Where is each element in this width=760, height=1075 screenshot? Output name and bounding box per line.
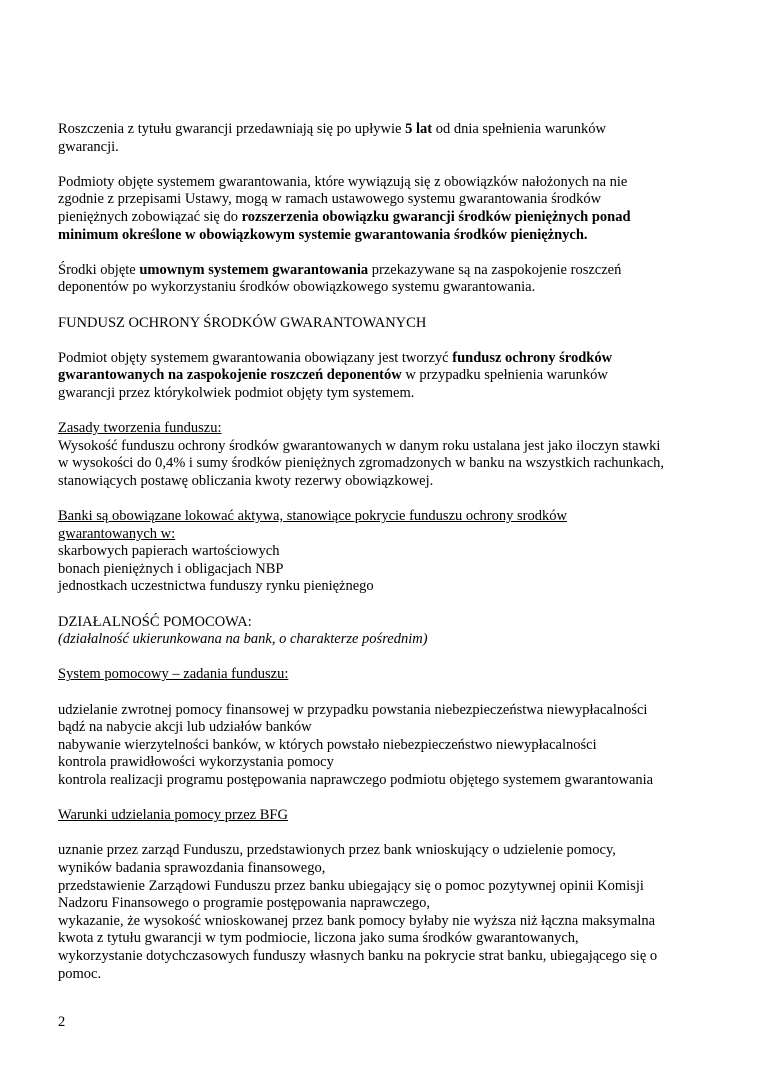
paragraph-entities: Podmioty objęte systemem gwarantowania, które wywiązują się z obowiązków nałożonych na nie zgodnie z przepisami Ustawy, mogą w ramach ustawowego systemu gwarantowania środków pieniężnych zobowiązać się do rozszerzenia obowiązku gwarancji środków pieniężnych ponad minimum określone w obowiązkowym systemie gwarantowania środków pieniężnych. — [58, 173, 631, 243]
section-heading-fund: FUNDUSZ OCHRONY ŚRODKÓW GWARANTOWANYCH — [58, 314, 427, 331]
list-item: bądź na nabycie akcji lub udziałów banków — [58, 719, 312, 736]
conditions-title: Warunki udzielania pomocy przez BFG — [58, 807, 288, 824]
list-item: jednostkach uczestnictwa funduszy rynku pieniężnego — [58, 578, 374, 595]
paragraph-investments: Banki są obowiązane lokować aktywa, stanowiące pokrycie funduszu ochrony srodków gwarantowanych w: skarbowych papierach wartościowych bonach pieniężnych i obligacjach NBP jednostkach uczestnictwa funduszy rynku pieniężnego — [58, 508, 567, 595]
paragraph-fund-rules: Zasady tworzenia funduszu: Wysokość funduszu ochrony środków gwarantowanych w danym roku ustalana jest jako iloczyn stawki w wysokości do 0,4% i sumy środków pieniężnych zgromadzonych w banku na wszystkich rachunkach, stanowiących postawę obliczania kwoty rezerwy obowiązkowej. — [58, 420, 665, 489]
conditions-list — [58, 842, 708, 983]
paragraph-claims: Roszczenia z tytułu gwarancji przedawniają się po upływie 5 lat od dnia spełnienia warunków gwarancji. — [58, 121, 607, 155]
page-number: 2 — [58, 1014, 66, 1030]
list-item: kontrola prawidłowości wykorzystania pomocy — [58, 754, 334, 771]
paragraph-contractual: Środki objęte umownym systemem gwarantowania przekazywane są na zaspokojenie roszczeń deponentów po wykorzystaniu środków obowiązkowego systemu gwarantowania. — [58, 261, 622, 296]
list-item: bonach pieniężnych i obligacjach NBP — [58, 560, 284, 577]
list-item: kontrola realizacji programu postępowania naprawczego podmiotu objętego systemem gwarantowania — [58, 771, 654, 788]
list-item: udzielanie zwrotnej pomocy finansowej w przypadku powstania niebezpieczeństwa niewypłacalności — [58, 701, 648, 718]
list-item: nabywanie wierzytelności banków, w których powstało niebezpieczeństwo niewypłacalności — [58, 736, 597, 753]
rules-title: Zasady tworzenia funduszu: — [58, 420, 222, 437]
list-item: kwota z tytułu gwarancji w tym podmiocie, liczona jako suma środków gwarantowanych, — [58, 930, 579, 947]
list-item: przedstawienie Zarządowi Funduszu przez banku ubiegający się o pomoc pozytywnej opinii Komisji — [58, 877, 644, 894]
section-heading-aid: DZIAŁALNOŚĆ POMOCOWA: (działalność ukierunkowana na bank, o charakterze pośrednim) — [58, 613, 428, 648]
list-item: wyników badania sprawozdania finansowego, — [58, 859, 326, 876]
support-title: System pomocowy – zadania funduszu: — [58, 666, 289, 683]
aid-subheading: (działalność ukierunkowana na bank, o charakterze pośrednim) — [58, 631, 428, 648]
support-list — [58, 702, 708, 790]
document-page — [58, 121, 708, 983]
list-item: pomoc. — [58, 965, 102, 982]
investments-title: Banki są obowiązane lokować aktywa, stanowiące pokrycie funduszu ochrony srodków — [58, 508, 567, 525]
list-item: wykazanie, że wysokość wnioskowanej przez bank pomocy byłaby nie wyższa niż łączna maksymalna — [58, 912, 656, 929]
list-item: Nadzoru Finansowego o programie postępowania naprawczego, — [58, 895, 431, 912]
list-item: skarbowych papierach wartościowych — [58, 543, 280, 560]
list-item: uznanie przez zarząd Funduszu, przedstawionych przez bank wnioskujący o udzielenie pomocy, — [58, 842, 616, 859]
list-item: wykorzystanie dotychczasowych funduszy własnych banku na pokrycie strat banku, ubiegającego się o — [58, 947, 658, 964]
paragraph-fund: Podmiot objęty systemem gwarantowania obowiązany jest tworzyć fundusz ochrony środków gwarantowanych na zaspokojenie roszczeń deponentów w przypadku spełnienia warunków gwarancji przez którykolwiek podmiot objęty tym systemem. — [58, 349, 613, 401]
